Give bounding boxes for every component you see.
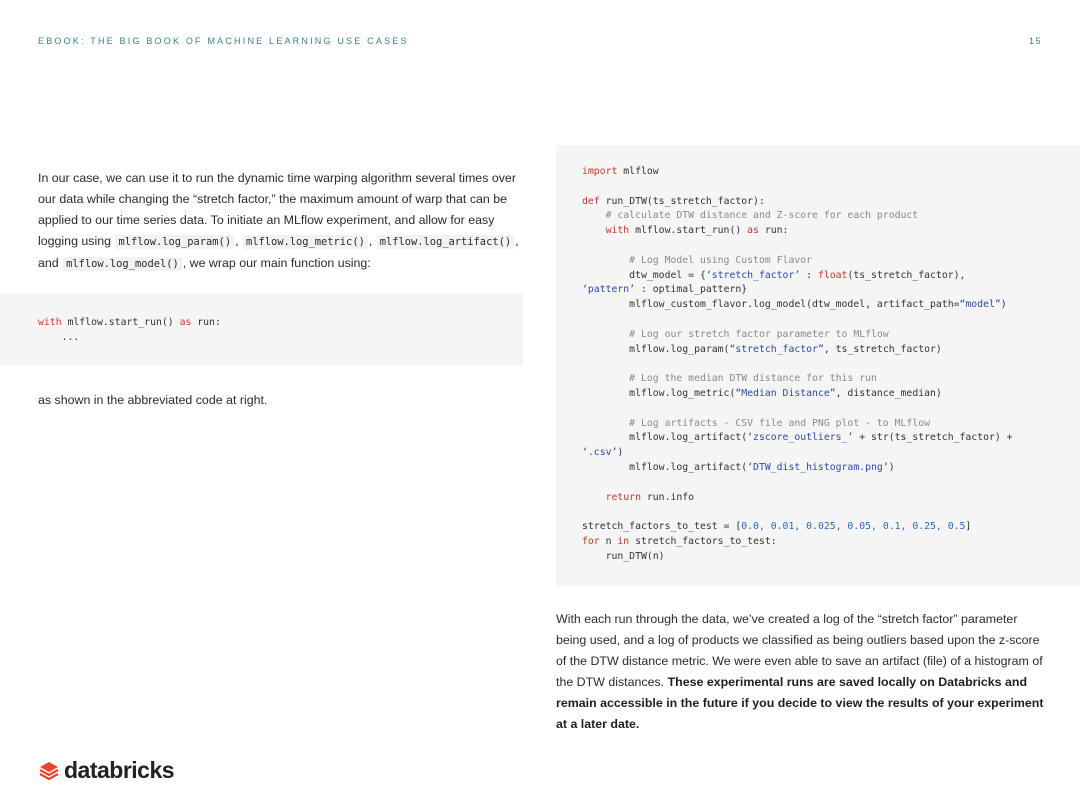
databricks-logo — [38, 757, 174, 784]
code-line: stretch_factors_to_test = [ — [582, 521, 742, 533]
code-line: run_DTW(n) — [582, 550, 665, 562]
code-line: + str(ts_stretch_factor) + — [853, 432, 1013, 444]
code-keyword: as — [747, 225, 759, 237]
code-string: ‘.csv’ — [582, 447, 618, 459]
code-line: mlflow.log_param( — [582, 343, 730, 355]
code-keyword: import — [582, 166, 618, 177]
code-numbers: 0.0, 0.01, 0.025, 0.05, 0.1, 0.25, 0.5 — [741, 521, 966, 533]
code-line: ) — [888, 461, 895, 473]
separator-2: , — [368, 234, 376, 248]
inline-code-log-metric: mlflow.log_metric() — [243, 235, 368, 249]
code-string: “Median Distance” — [735, 387, 836, 399]
code-comment: # Log Model using Custom Flavor — [582, 254, 813, 266]
code-string: ‘DTW_dist_histogram.png’ — [747, 461, 889, 473]
inline-code-log-model: mlflow.log_model() — [63, 257, 182, 271]
code-comment: # Log our stretch factor parameter to MLflow — [582, 328, 889, 340]
code-line: ) — [1000, 299, 1007, 311]
results-bold-text: These experimental runs are saved locally on Databricks and remain accessible in the future if you decide to view the results of your experiment at a later date. — [556, 675, 1044, 731]
code-line: ] — [965, 521, 972, 533]
inline-code-log-param: mlflow.log_param() — [115, 235, 234, 249]
after-code-text: as shown in the abbreviated code at right. — [38, 393, 268, 407]
code-line: (ts_stretch_factor), — [847, 269, 966, 281]
code-line: n — [599, 535, 618, 547]
logo-wordmark: databricks — [64, 757, 175, 783]
code-line: mlflow_custom_flavor.log_model(dtw_model, artifact_path= — [582, 299, 960, 311]
code-text: run: — [191, 317, 221, 328]
code-line: run_DTW(ts_stretch_factor): — [599, 195, 765, 207]
code-line: run.info — [640, 491, 695, 503]
results-paragraph — [556, 609, 1046, 735]
code-line: mlflow — [617, 166, 659, 177]
page-number: 15 — [1028, 36, 1042, 46]
with-snippet — [0, 293, 523, 346]
results-text: With each run through the data, we’ve created a log of the “stretch factor” parameter being used, and a log of products we classified as being outliers based upon the z-score of the DTW distance metric. We were even able to save an artifact (file) of a histogram of the DTW distances. — [556, 612, 1043, 689]
code-line: mlflow.start_run() — [629, 225, 748, 237]
intro-paragraph-block — [38, 168, 528, 275]
databricks-stack-icon — [38, 760, 60, 782]
ebook-title: EBOOK: THE BIG BOOK OF MACHINE LEARNING USE CASES — [38, 36, 409, 46]
code-string: ‘pattern’ — [582, 284, 636, 296]
code-line: : — [800, 269, 818, 281]
after-code-paragraph — [38, 390, 518, 411]
code-string: ‘stretch_factor’ — [705, 269, 801, 281]
code-keyword: as — [179, 317, 192, 328]
code-line: ) — [617, 447, 624, 459]
code-comment: # Log the median DTW distance for this run — [582, 373, 877, 385]
code-line: , ts_stretch_factor) — [823, 343, 942, 355]
code-keyword: for — [582, 535, 600, 547]
code-comment: # Log artifacts - CSV file and PNG plot - to MLflow — [582, 417, 930, 429]
code-string: ‘zscore_outliers_’ — [747, 432, 854, 444]
code-line: mlflow.log_metric( — [582, 387, 736, 399]
code-line: , distance_median) — [835, 387, 942, 399]
code-keyword: def — [582, 195, 600, 207]
code-line: : optimal_pattern} — [635, 284, 748, 296]
intro-paragraph — [38, 168, 528, 275]
code-string: “stretch_factor” — [729, 343, 824, 355]
code-line: mlflow.log_artifact( — [582, 461, 748, 473]
code-line: dtw_model = { — [582, 269, 706, 281]
code-line: run: — [758, 225, 789, 237]
code-string: “model” — [959, 299, 1001, 311]
separator-3: , and — [38, 234, 519, 270]
code-keyword: with — [38, 317, 62, 328]
code-line: mlflow.log_artifact( — [582, 432, 748, 444]
run-dtw-code — [556, 145, 1080, 565]
code-keyword: with — [605, 225, 630, 237]
code-text: mlflow.start_run() — [61, 317, 180, 328]
with-snippet-code-block — [0, 293, 523, 366]
code-keyword: return — [605, 491, 641, 503]
separator-1: , — [235, 234, 242, 248]
code-comment: # calculate DTW distance and Z-score for each product — [582, 210, 919, 222]
code-keyword: float — [817, 269, 848, 281]
intro-text-2: , we wrap our main function using: — [182, 256, 371, 270]
inline-code-log-artifact: mlflow.log_artifact() — [377, 235, 514, 249]
code-ellipsis: ... — [38, 331, 80, 343]
code-keyword: in — [617, 535, 630, 547]
code-line: stretch_factors_to_test: — [629, 535, 777, 547]
run-dtw-code-block — [556, 145, 1080, 586]
results-paragraph-block — [556, 609, 1046, 735]
intro-text-1: In our case, we can use it to run the dynamic time warping algorithm several times over our data while changing the “stretch factor,” the maximum amount of warp that can be applied to our time series data. To initiate an MLflow experiment, and allow for easy logging using — [38, 171, 516, 248]
